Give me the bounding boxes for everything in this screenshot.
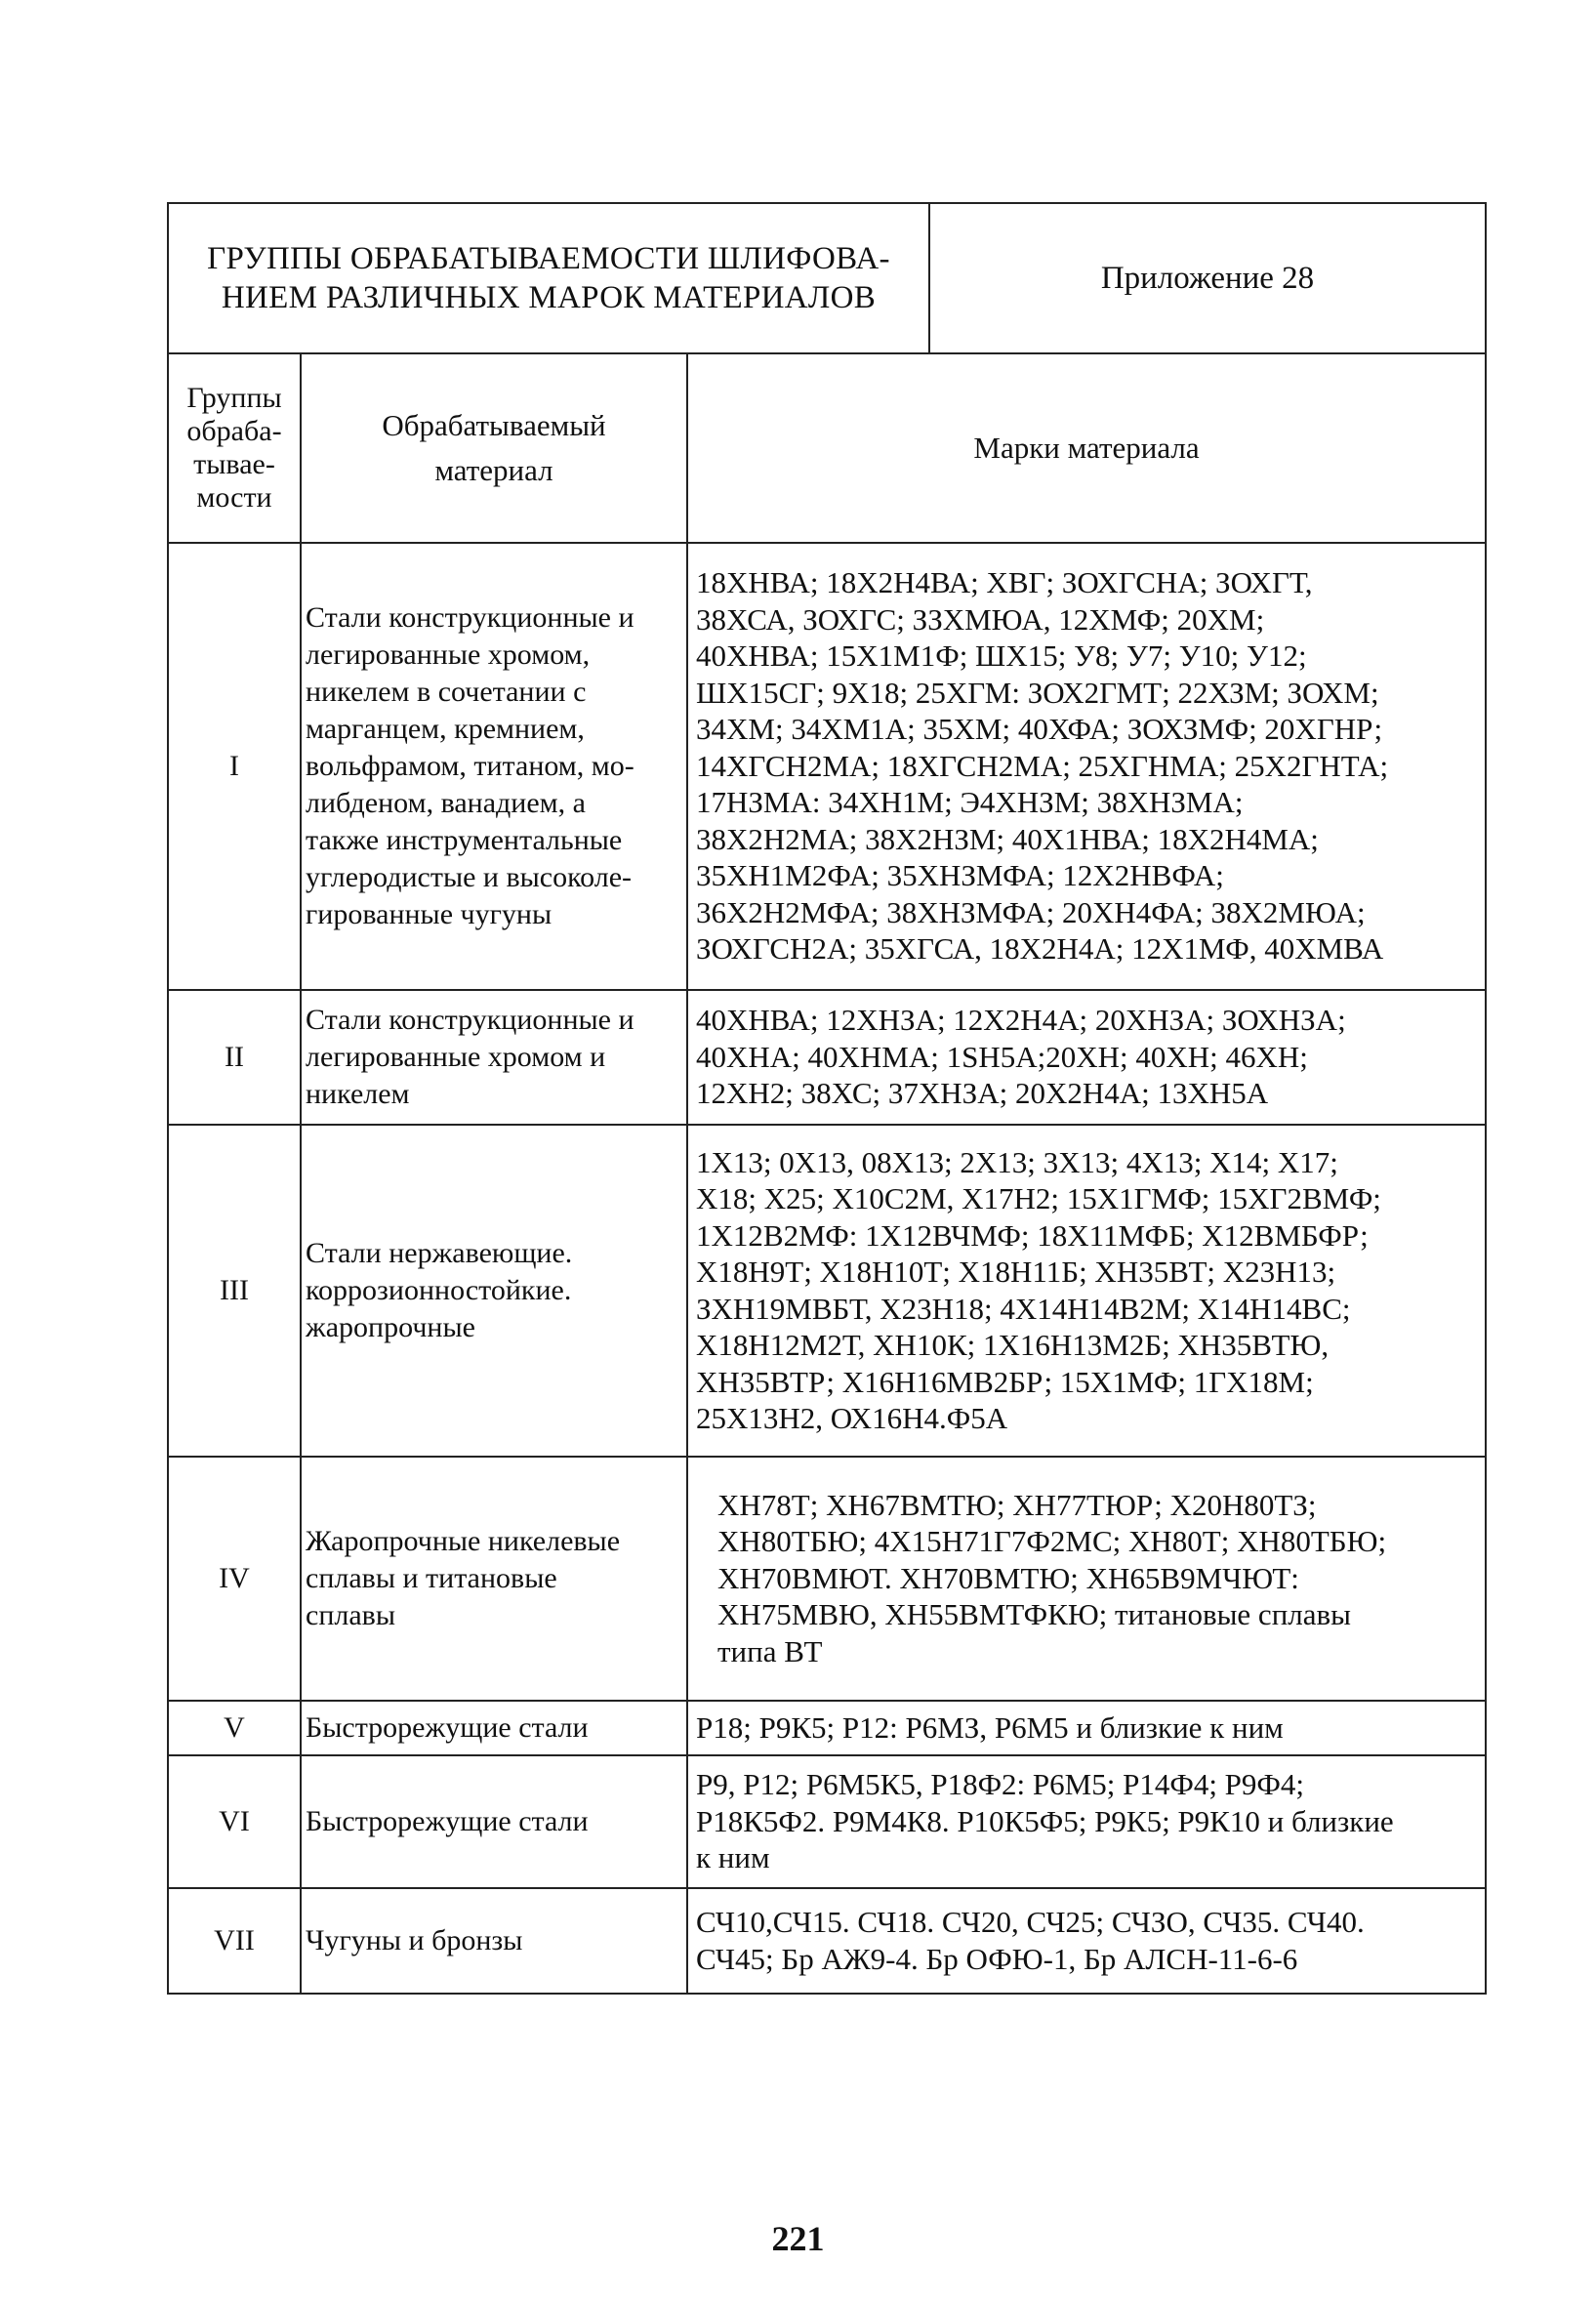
material-line: Стали конструкционные и (306, 600, 634, 634)
grade-line: 1Х12В2МФ: 1Х12ВЧМФ; 18Х11МФБ; Х12ВМБФР; (696, 1217, 1369, 1253)
material-line: Чугуны и бронзы (306, 1923, 523, 1956)
grade-line: 17НЗМА: 34ХН1М; Э4ХНЗМ; 38ХНЗМА; (696, 785, 1244, 820)
grades-cell (687, 1888, 1486, 1994)
grade-line: ШХ15СГ; 9Х18; 25ХГМ: ЗОХ2ГМТ; 22ХЗМ; ЗОХМ; (696, 675, 1379, 710)
grades-cell (687, 1457, 1486, 1701)
grades-cell (687, 1701, 1486, 1755)
grade-line: Х18Н9Т; Х18Н10Т; Х18Н11Б; ХН35ВТ; Х23Н13; (696, 1255, 1336, 1289)
materials-table (167, 352, 1487, 1995)
grade-line: ЗХН19МВБТ, Х23Н18; 4Х14Н14В2М; Х14Н14ВС; (696, 1291, 1351, 1326)
group-cell: IV (168, 1457, 301, 1701)
grade-line: ХН80ТБЮ; 4Х15Н71Г7Ф2МС; ХН80Т; ХН80ТБЮ; (717, 1524, 1387, 1559)
grade-line: 18ХНВА; 18Х2Н4ВА; ХВГ; ЗОХГСНА; ЗОХГТ, (696, 565, 1313, 600)
appendix-label: Приложение 28 (929, 203, 1486, 353)
material-line: легированные хромом и (306, 1040, 606, 1073)
grade-line: 38Х2Н2МА; 38Х2НЗМ; 40Х1НВА; 18Х2Н4МА; (696, 821, 1319, 856)
grade-line: 36Х2Н2МФА; 38ХНЗМФА; 20ХН4ФА; 38Х2МЮА; (696, 894, 1366, 929)
grade-line: к ним (696, 1840, 770, 1875)
header-text: Группы (186, 381, 282, 414)
table-row (168, 1888, 1486, 1994)
appendix-sheet (167, 202, 1485, 1995)
material-line: легированные хромом, (306, 638, 591, 671)
header-text: тывае- (193, 447, 275, 480)
title-line-2: НИЕМ РАЗЛИЧНЫХ МАРОК МАТЕРИАЛОВ (221, 280, 877, 315)
table-row (168, 1457, 1486, 1701)
table-row (168, 1755, 1486, 1888)
material-cell (301, 543, 687, 990)
grade-line: Х18; Х25; Х10С2М, Х17Н2; 15Х1ГМФ; 15ХГ2ВМФ; (696, 1181, 1381, 1215)
material-line: никелем (306, 1077, 410, 1110)
material-cell (301, 990, 687, 1125)
group-cell: II (168, 990, 301, 1125)
grade-line: 1Х13; 0Х13, 08Х13; 2Х13; 3Х13; 4Х13; Х14; Х17; (696, 1144, 1338, 1179)
material-line: сплавы и титановые (306, 1561, 557, 1594)
material-cell (301, 1125, 687, 1457)
group-cell: VI (168, 1755, 301, 1888)
material-cell (301, 1701, 687, 1755)
grade-line: 38ХСА, ЗОХГС; ЗЗХМЮА, 12ХМФ; 20ХМ; (696, 601, 1265, 637)
grade-line: Р18; Р9К5; Р12: Р6МЗ, Р6М5 и близкие к ним (696, 1709, 1284, 1745)
grade-line: 40ХНВА; 15Х1М1Ф; ШХ15; У8; У7; У10; У12; (696, 638, 1307, 674)
material-line: сплавы (306, 1598, 395, 1631)
grade-line: 40ХНВА; 12ХНЗА; 12Х2Н4А; 20ХНЗА; ЗОХНЗА; (696, 1003, 1346, 1038)
grade-line: типа ВТ (717, 1633, 823, 1668)
grade-line: 25Х13Н2, ОХ16Н4.Ф5А (696, 1401, 1008, 1435)
grade-line: 34ХМ; 34ХМ1А; 35ХМ; 40ХФА; ЗОХЗМФ; 20ХГНР; (696, 712, 1383, 747)
material-line: Жаропрочные никелевые (306, 1524, 621, 1557)
header-text: мости (196, 480, 272, 514)
material-line: жаропрочные (306, 1310, 475, 1343)
material-cell (301, 1888, 687, 1994)
material-line: Стали конструкционные и (306, 1003, 634, 1036)
column-header-row (168, 353, 1486, 543)
grade-line: Р9, Р12; Р6М5К5, Р18Ф2: Р6М5; Р14Ф4; Р9Ф4; (696, 1767, 1305, 1802)
material-line: никелем в сочетании с (306, 675, 587, 708)
material-line: также инструментальные (306, 823, 623, 856)
grade-line: СЧ10,СЧ15. СЧ18. СЧ20, СЧ25; СЧЗО, СЧ35. СЧ40. (696, 1905, 1365, 1939)
grade-line: Р18К5Ф2. Р9М4К8. Р10К5Ф5; Р9К5; Р9К10 и близкие (696, 1803, 1394, 1838)
group-cell: V (168, 1701, 301, 1755)
material-line: гированные чугуны (306, 897, 552, 930)
table-title (168, 203, 929, 353)
grade-line: ХН78Т; ХН67ВМТЮ; ХН77ТЮР; Х20Н80ТЗ; (717, 1487, 1317, 1522)
header-text: Обрабатываемый (382, 407, 606, 442)
grade-line: 12ХН2; 38ХС; 37ХНЗА; 20Х2Н4А; 13ХН5А (696, 1076, 1269, 1111)
group-cell: I (168, 543, 301, 990)
header-table (167, 202, 1487, 354)
grade-line: 14ХГСН2МА; 18ХГСН2МА; 25ХГНМА; 25Х2ГНТА; (696, 748, 1389, 783)
material-line: Стали нержавеющие. (306, 1236, 573, 1269)
material-line: Быстрорежущие стали (306, 1710, 589, 1744)
material-line: вольфрамом, титаном, мо- (306, 749, 634, 782)
material-line: углеродистые и высоколе- (306, 860, 633, 893)
page-number: 221 (771, 2219, 825, 2258)
grade-line: 40ХНА; 40ХНМА; 1SН5А;20ХН; 40ХН; 46ХН; (696, 1039, 1308, 1074)
grades-cell (687, 1125, 1486, 1457)
grade-line: ХН35ВТР; Х16Н16МВ2БР; 15Х1МФ; 1ГХ18М; (696, 1364, 1314, 1399)
grades-cell (687, 1755, 1486, 1888)
table-row (168, 990, 1486, 1125)
group-cell: VII (168, 1888, 301, 1994)
grade-line: ХН75МВЮ, ХН55ВМТФКЮ; титановые сплавы (717, 1597, 1351, 1632)
column-header-group (168, 353, 301, 543)
grade-line: Х18Н12М2Т, ХН10К; 1Х16Н13М2Б; ХН35ВТЮ, (696, 1328, 1330, 1362)
table-row (168, 1701, 1486, 1755)
material-cell (301, 1755, 687, 1888)
material-line: либденом, ванадием, а (306, 786, 586, 819)
table-row (168, 1125, 1486, 1457)
header-text: обраба- (186, 414, 282, 447)
title-line-1: ГРУППЫ ОБРАБАТЫВАЕМОСТИ ШЛИФОВА- (207, 241, 890, 276)
grade-line: ХН70ВМЮТ. ХН70ВМТЮ; ХН65В9МЧЮТ: (717, 1560, 1299, 1595)
material-cell (301, 1457, 687, 1701)
grades-cell (687, 990, 1486, 1125)
material-line: Быстрорежущие стали (306, 1804, 589, 1837)
material-line: коррозионностойкие. (306, 1273, 572, 1306)
column-header-material (301, 353, 687, 543)
grade-line: 35ХН1М2ФА; 35ХНЗМФА; 12Х2НВФА; (696, 858, 1224, 893)
grades-cell (687, 543, 1486, 990)
table-row (168, 543, 1486, 990)
header-text: материал (434, 452, 553, 487)
grade-line: СЧ45; Бр АЖ9-4. Бр ОФЮ-1, Бр АЛСН-11-6-6 (696, 1941, 1298, 1976)
grade-line: ЗОХГСН2А; 35ХГСА, 18Х2Н4А; 12Х1МФ, 40ХМВА (696, 931, 1384, 967)
column-header-grades: Марки материала (687, 353, 1486, 543)
material-line: марганцем, кремнием, (306, 712, 585, 745)
group-cell: III (168, 1125, 301, 1457)
